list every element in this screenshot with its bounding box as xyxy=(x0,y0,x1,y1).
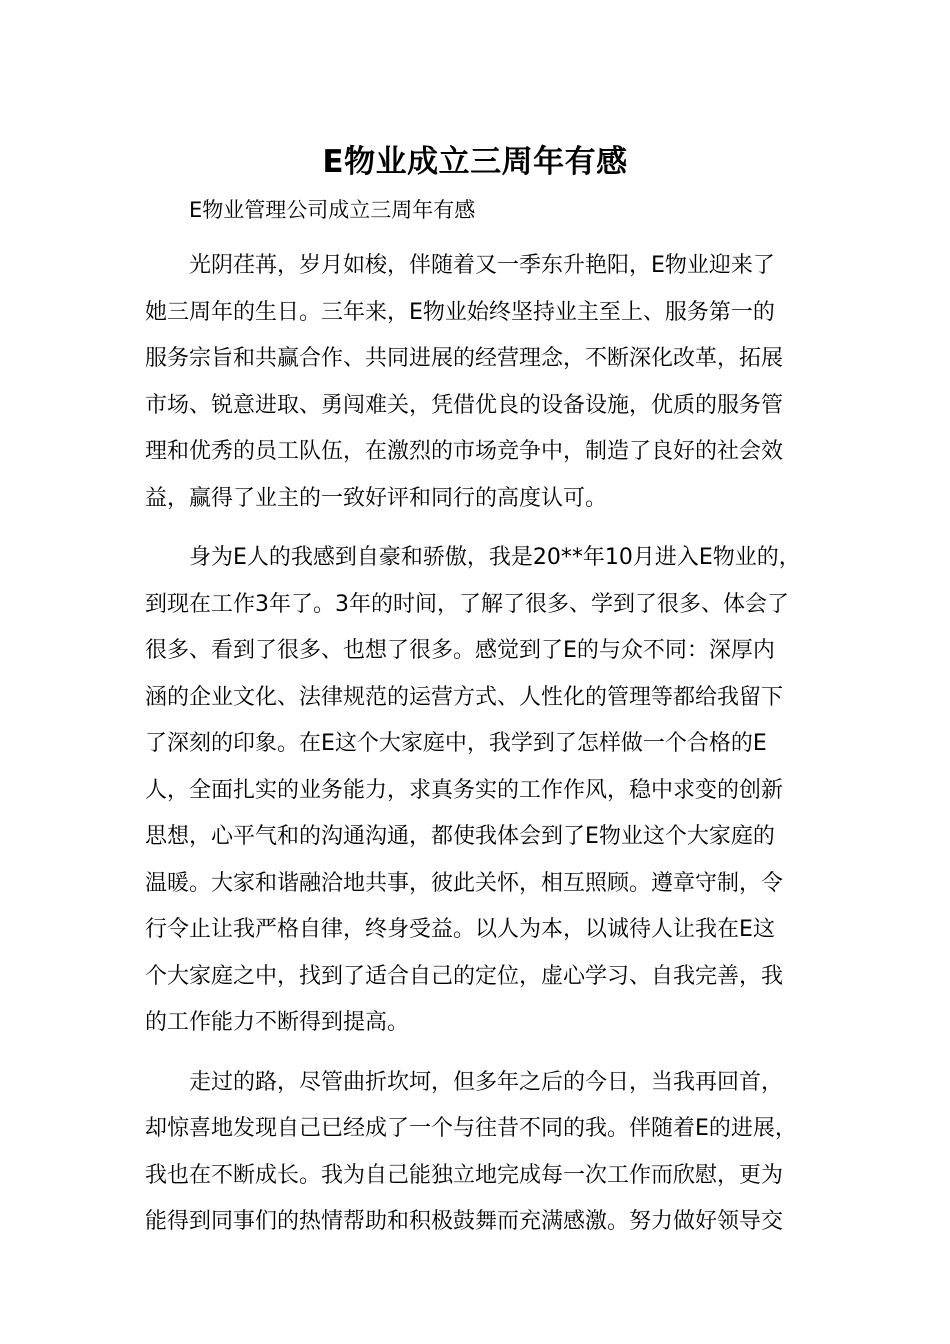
document-subtitle: E物业管理公司成立三周年有感 xyxy=(189,198,476,222)
text-line: 益，赢得了业主的一致好评和同行的高度认可。 xyxy=(145,485,608,511)
text-line: 行令止让我严格自律，终身受益。以人为本，以诚待人让我在E这 xyxy=(145,917,775,942)
text-line: 人，全面扎实的业务能力，求真务实的工作作风，稳中求变的创新 xyxy=(145,777,784,803)
text-line: 服务宗旨和共赢合作、共同进展的经营理念，不断深化改革，拓展 xyxy=(145,346,784,371)
text-line: 身为E人的我感到自豪和骄傲，我是20**年10月进入E物业的， xyxy=(189,545,801,570)
text-line: 光阴荏苒，岁月如梭，伴随着又一季东升艳阳，E物业迎来了 xyxy=(189,253,775,278)
text-line: 却惊喜地发现自己已经成了一个与往昔不同的我。伴随着E的进展， xyxy=(145,1116,797,1141)
paragraph-3 xyxy=(145,1047,835,1246)
text-line: 涵的企业文化、法律规范的运营方式、人性化的管理等都给我留下 xyxy=(145,684,784,710)
text-line: 她三周年的生日。三年来，E物业始终坚持业主至上、服务第一的 xyxy=(145,299,775,325)
text-line: 我也在不断成长。我为自己能独立地完成每一次工作而欣慰，更为 xyxy=(145,1162,784,1188)
text-line: 走过的路，尽管曲折坎坷，但多年之后的今日，当我再回首， xyxy=(189,1069,784,1095)
document-title: E物业成立三周年有感 xyxy=(322,143,628,180)
paragraph-2 xyxy=(145,522,835,1047)
text-line: 的工作能力不断得到提高。 xyxy=(145,1010,410,1035)
text-line: 个大家庭之中，找到了适合自己的定位，虚心学习、自我完善，我 xyxy=(145,963,784,989)
text-line: 到现在工作3年了。3年的时间，了解了很多、学到了很多、体会了 xyxy=(145,591,789,617)
text-line: 了深刻的印象。在E这个大家庭中，我学到了怎样做一个合格的E xyxy=(145,731,767,756)
document-body xyxy=(145,190,835,1246)
text-line: 市场、锐意进取、勇闯难关，凭借优良的设备设施，优质的服务管 xyxy=(145,392,784,418)
paragraph-1 xyxy=(145,230,835,522)
text-line: 理和优秀的员工队伍，在激烈的市场竞争中，制造了良好的社会效 xyxy=(145,439,784,464)
text-line: 温暖。大家和谐融洽地共事，彼此关怀，相互照顾。遵章守制，令 xyxy=(145,870,784,896)
text-line: 很多、看到了很多、也想了很多。感觉到了E的与众不同：深厚内 xyxy=(145,638,775,663)
text-line: 思想，心平气和的沟通沟通，都使我体会到了E物业这个大家庭的 xyxy=(145,824,775,849)
text-line: 能得到同事们的热情帮助和积极鼓舞而充满感激。努力做好领导交 xyxy=(145,1209,784,1234)
